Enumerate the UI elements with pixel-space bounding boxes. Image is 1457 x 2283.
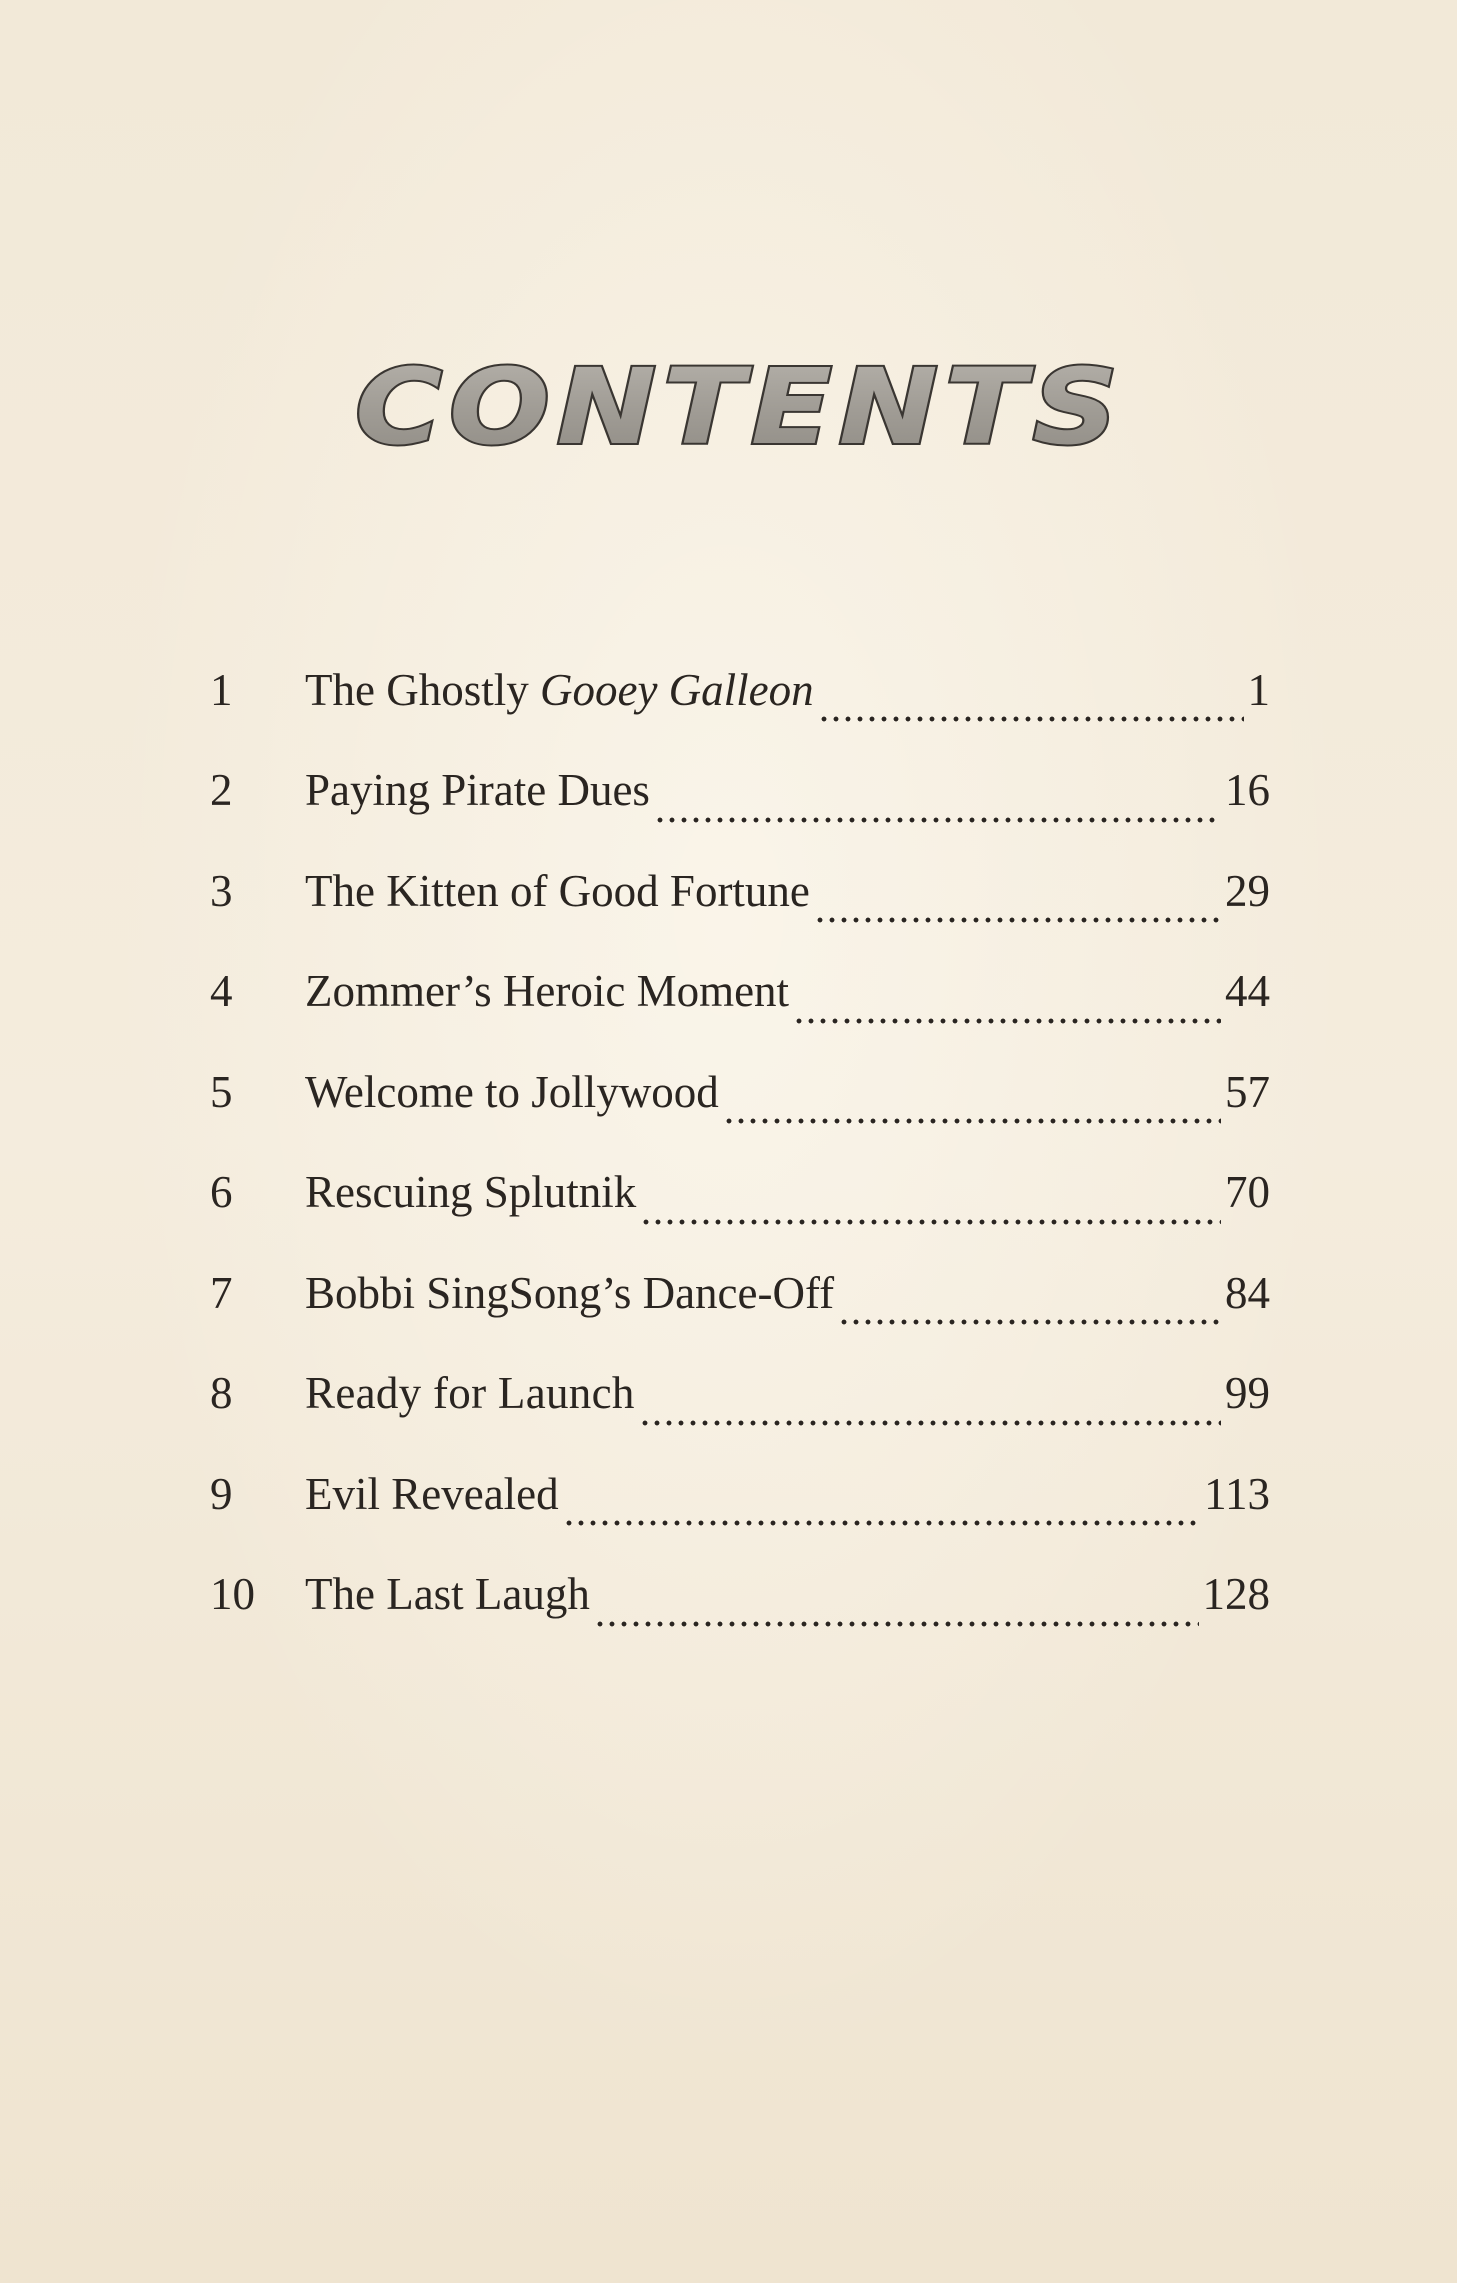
chapter-title: Ready for Launch [305,1368,635,1419]
chapter-number: 2 [210,765,233,816]
chapter-number: 10 [210,1569,255,1620]
toc-entry-3[interactable] [210,841,1270,942]
toc-entry-7[interactable] [210,1243,1270,1344]
chapter-page-number: 1 [1247,664,1270,715]
chapter-title: Zommer’s Heroic Moment [305,966,790,1017]
contents-heading-graphic [340,355,1140,465]
dot-leader [594,1602,1199,1645]
toc-entry-2[interactable] [210,741,1270,842]
chapter-number: 6 [210,1167,233,1218]
toc-entry-8[interactable] [210,1344,1270,1445]
chapter-title: Bobbi SingSong’s Dance-Off [305,1267,835,1318]
chapter-page-number: 29 [1225,865,1270,916]
chapter-title: Paying Pirate Dues [305,765,650,816]
contents-heading [340,355,1140,465]
toc-entry-9[interactable] [210,1444,1270,1545]
chapter-page-number: 44 [1225,966,1270,1017]
toc-entry-1[interactable] [210,640,1270,741]
chapter-number: 5 [210,1066,233,1117]
dot-leader [814,899,1221,942]
chapter-title: Evil Revealed [305,1468,559,1519]
toc-entry-4[interactable] [210,942,1270,1043]
dot-leader [640,1200,1221,1243]
dot-leader [793,999,1221,1042]
dot-leader [639,1401,1221,1444]
table-of-contents [210,640,1270,1645]
chapter-title: Rescuing Splutnik [305,1167,637,1218]
chapter-page-number: 128 [1202,1569,1270,1620]
dot-leader [654,798,1221,841]
toc-entry-6[interactable] [210,1143,1270,1244]
dot-leader [563,1502,1201,1545]
chapter-title [305,664,814,715]
chapter-number: 3 [210,865,233,916]
chapter-page-number: 84 [1225,1267,1270,1318]
chapter-page-number: 113 [1204,1468,1270,1519]
chapter-number: 8 [210,1368,233,1419]
chapter-title: The Kitten of Good Fortune [305,865,810,916]
contents-heading-text: CONTENTS [355,355,1125,465]
chapter-number: 9 [210,1468,233,1519]
chapter-number: 7 [210,1267,233,1318]
dot-leader [723,1100,1221,1143]
chapter-page-number: 57 [1225,1066,1270,1117]
toc-entry-5[interactable] [210,1042,1270,1143]
chapter-title-prefix: The Ghostly [305,664,540,715]
chapter-title: Welcome to Jollywood [305,1066,719,1117]
chapter-title-italic: Gooey Galleon [539,664,814,715]
chapter-title: The Last Laugh [305,1569,590,1620]
chapter-page-number: 70 [1225,1167,1270,1218]
chapter-number: 4 [210,966,233,1017]
dot-leader [818,698,1244,741]
chapter-page-number: 16 [1225,765,1270,816]
dot-leader [838,1301,1221,1344]
chapter-number: 1 [210,664,233,715]
chapter-page-number: 99 [1225,1368,1270,1419]
toc-entry-10[interactable] [210,1545,1270,1646]
